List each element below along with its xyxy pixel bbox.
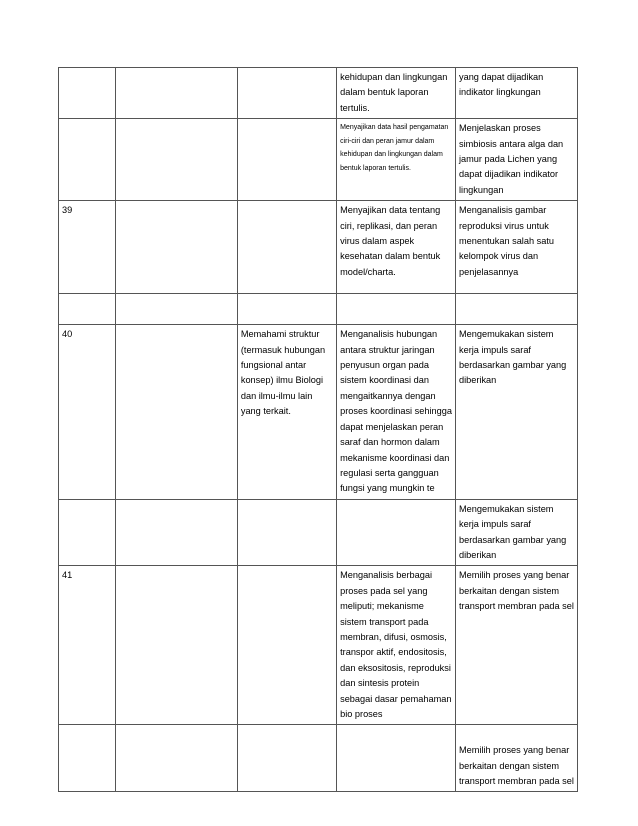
soal-cell: Mengemukakan sistem kerja impuls saraf berdasarkan gambar yang diberikan <box>455 325 577 499</box>
kompetensi-cell <box>115 119 237 201</box>
table-row <box>59 499 578 566</box>
no-cell: 39 <box>59 201 116 294</box>
soal-cell: Menjelaskan proses simbiosis antara alga dan jamur pada Lichen yang dapat dijadikan indikator lingkungan <box>455 119 577 201</box>
kompetensi-cell <box>115 325 237 499</box>
materi-cell: Memahami struktur (termasuk hubungan fungsional antar konsep) ilmu Biologi dan ilmu-ilmu lain yang terkait. <box>237 325 336 499</box>
materi-cell <box>237 725 336 792</box>
table-row <box>59 119 578 201</box>
materi-cell <box>237 68 336 119</box>
table-row <box>59 201 578 294</box>
kompetensi-cell <box>115 68 237 119</box>
kompetensi-cell <box>115 566 237 725</box>
kompetensi-cell <box>115 201 237 294</box>
soal-cell: Mengemukakan sistem kerja impuls saraf berdasarkan gambar yang diberikan <box>455 499 577 566</box>
table-row <box>59 566 578 725</box>
soal-cell: Menganalisis gambar reproduksi virus untuk menentukan salah satu kelompok virus dan penjelasannya <box>455 201 577 294</box>
kisi-kisi-table <box>58 67 578 792</box>
indikator-cell <box>337 294 456 325</box>
indikator-cell <box>337 499 456 566</box>
no-cell <box>59 119 116 201</box>
no-cell: 41 <box>59 566 116 725</box>
materi-cell <box>237 119 336 201</box>
soal-cell: yang dapat dijadikan indikator lingkungan <box>455 68 577 119</box>
kompetensi-cell <box>115 499 237 566</box>
table-row <box>59 325 578 499</box>
no-cell <box>59 294 116 325</box>
indikator-cell: Menyajikan data hasil pengamatan ciri-ciri dan peran jamur dalam kehidupan dan lingkungan dalam bentuk laporan tertulis. <box>337 119 456 201</box>
table-row <box>59 725 578 792</box>
no-cell <box>59 725 116 792</box>
soal-cell: Memilih proses yang benar berkaitan dengan sistem transport membran pada sel <box>455 566 577 725</box>
indikator-cell <box>337 725 456 792</box>
no-cell <box>59 68 116 119</box>
materi-cell <box>237 566 336 725</box>
materi-cell <box>237 294 336 325</box>
table-row <box>59 294 578 325</box>
soal-cell: Memilih proses yang benar berkaitan dengan sistem transport membran pada sel <box>455 725 577 792</box>
table-row <box>59 68 578 119</box>
no-cell <box>59 499 116 566</box>
no-cell: 40 <box>59 325 116 499</box>
kompetensi-cell <box>115 725 237 792</box>
indikator-cell: Menganalisis berbagai proses pada sel yang meliputi; mekanisme sistem transport pada membran, difusi, osmosis, transpor aktif, endositosis, dan eksositosis, reproduksi dan sintesis protein sebagai dasar pemahaman bio proses <box>337 566 456 725</box>
indikator-cell: kehidupan dan lingkungan dalam bentuk laporan tertulis. <box>337 68 456 119</box>
soal-cell <box>455 294 577 325</box>
kompetensi-cell <box>115 294 237 325</box>
materi-cell <box>237 499 336 566</box>
indikator-cell: Menganalisis hubungan antara struktur jaringan penyusun organ pada sistem koordinasi dan mengaitkannya dengan proses koordinasi sehingga dapat menjelaskan peran saraf dan hormon dalam mekanisme koordinasi dan regulasi serta gangguan fungsi yang mungkin te <box>337 325 456 499</box>
indikator-cell: Menyajikan data tentang ciri, replikasi, dan peran virus dalam aspek kesehatan dalam bentuk model/charta. <box>337 201 456 294</box>
materi-cell <box>237 201 336 294</box>
